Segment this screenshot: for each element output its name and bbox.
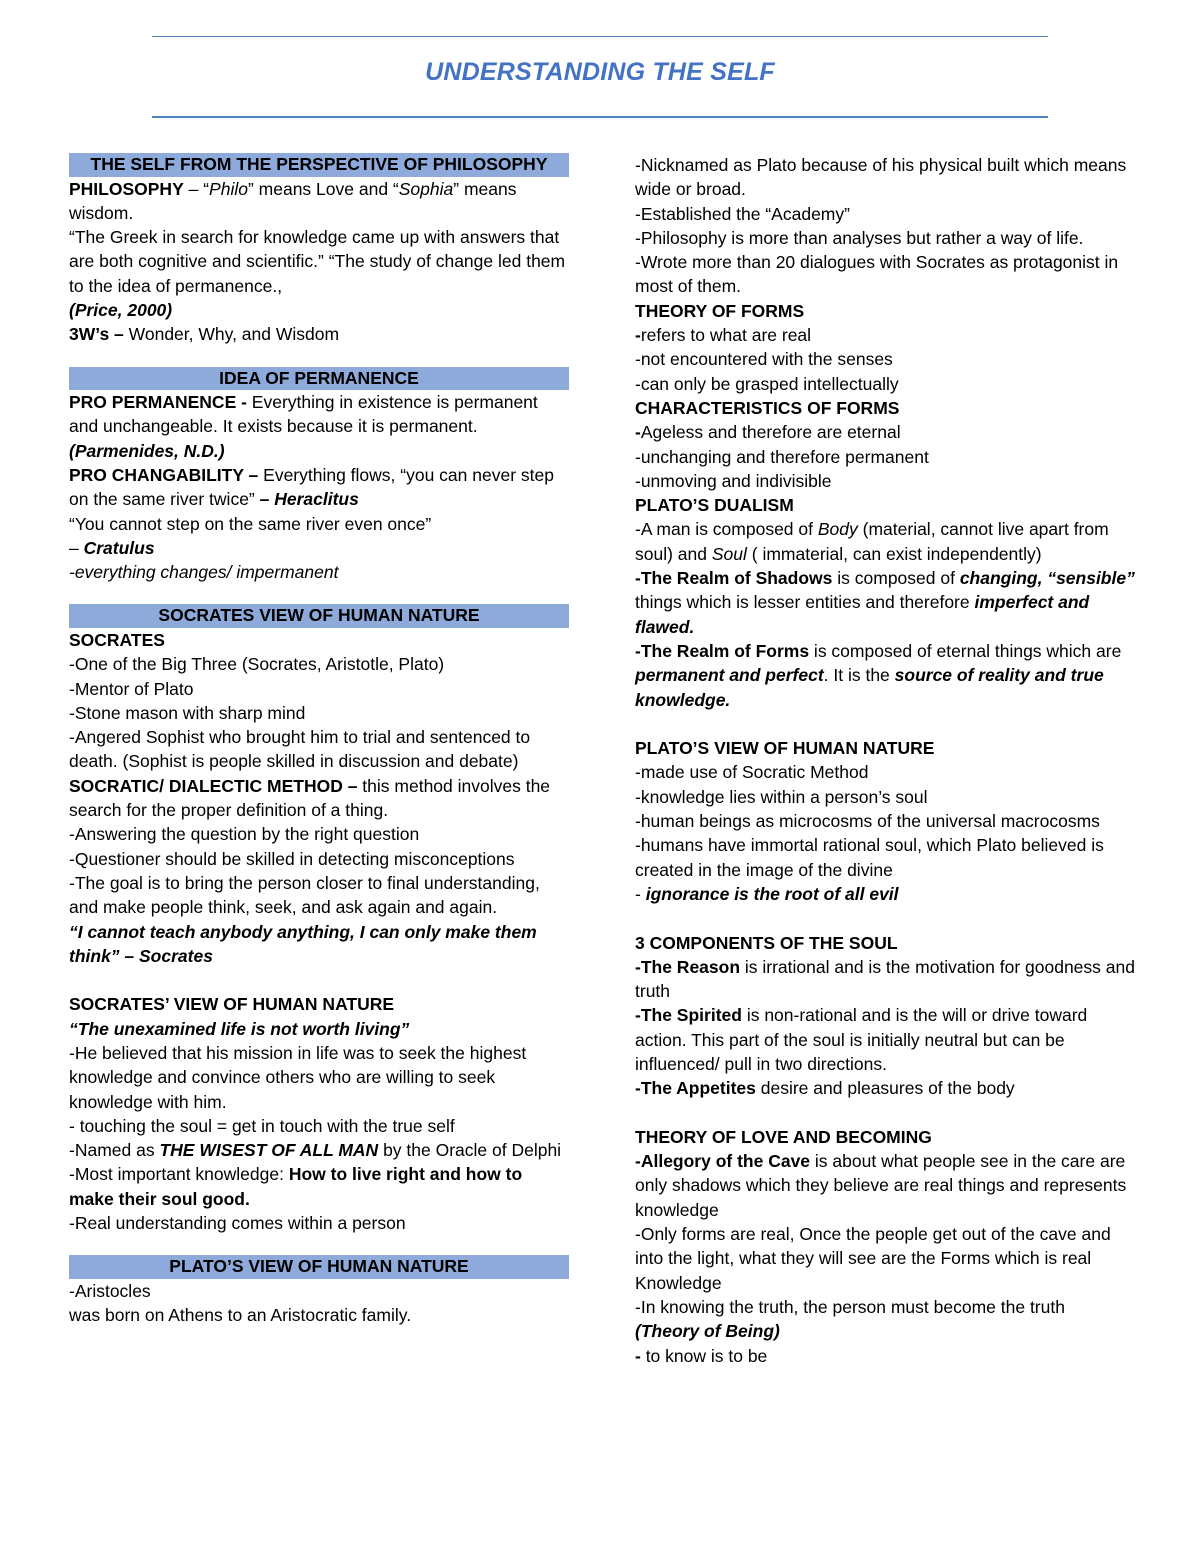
socrates-item: -Mentor of Plato	[69, 678, 194, 699]
philosophy-definition: PHILOSOPHY – “Philo” means Love and “Sophia” means wisdom.	[69, 178, 517, 223]
wisest-text: -Named as THE WISEST OF ALL MAN by the Oracle of Delphi	[69, 1140, 562, 1161]
right-column	[635, 153, 1140, 1368]
dualism-heading: PLATO’S DUALISM	[635, 495, 794, 516]
realm-of-shadows: -The Realm of Shadows is composed of changing, “sensible” things which is lesser entities and therefore imperfect and flawed.	[635, 568, 1135, 637]
method-item: -Questioner should be skilled in detecting misconceptions	[69, 848, 515, 869]
allegory-cave: -Allegory of the Cave is about what people see in the care are only shadows which they believe are real things and represents knowledge	[635, 1151, 1127, 1220]
pro-changability: PRO CHANGABILITY – Everything flows, “you can never step on the same river twice” – Heraclitus	[69, 464, 554, 510]
cratulus-cite: – Cratulus	[69, 537, 155, 558]
header-rule-bottom	[152, 116, 1048, 118]
section-heading-socrates: SOCRATES VIEW OF HUMAN NATURE	[69, 604, 569, 628]
socrates-name: SOCRATES	[69, 629, 165, 650]
forms-item: -refers to what are real	[635, 325, 812, 346]
important-knowledge: -Most important knowledge: How to live right and how to make their soul good.	[69, 1164, 523, 1209]
soul-appetites: -The Appetites desire and pleasures of the body	[635, 1078, 1015, 1099]
soul-reason: -The Reason is irrational and is the motivation for goodness and truth	[635, 956, 1135, 1002]
socrates-item: -Stone mason with sharp mind	[69, 702, 306, 723]
price-citation: (Price, 2000)	[69, 299, 173, 320]
plato-view-item: -human beings as microcosms of the universal macrocosms	[635, 811, 1100, 832]
socrates-item: -Angered Sophist who brought him to trial and sentenced to death. (Sophist is people skilled in discussion and debate)	[69, 727, 531, 772]
method-item: -The goal is to bring the person closer to final understanding, and make people think, seek, and ask again and again.	[69, 872, 540, 918]
forms-item: -not encountered with the senses	[635, 349, 893, 370]
theory-of-being: (Theory of Being)	[635, 1321, 780, 1342]
section-heading-philosophy: THE SELF FROM THE PERSPECTIVE OF PHILOSOPHY	[69, 153, 569, 177]
to-know-is-to-be: - to know is to be	[635, 1345, 768, 1366]
method-item: -Answering the question by the right question	[69, 824, 420, 845]
teach-quote: “I cannot teach anybody anything, I can only make them think” – Socrates	[69, 921, 537, 966]
love-heading: THEORY OF LOVE AND BECOMING	[635, 1126, 932, 1147]
greek-quote: “The Greek in search for knowledge came up with answers that are both cognitive and scientific.” “The study of change led them to the idea of permanence.,	[69, 227, 566, 296]
plato-item: -Established the “Academy”	[635, 203, 850, 224]
theory-of-forms-heading: THEORY OF FORMS	[635, 300, 805, 321]
pro-permanence: PRO PERMANENCE - Everything in existence is permanent and unchangeable. It exists because it is permanent. (Parmenides, N.D.)	[69, 392, 538, 461]
plato-item: -Nicknamed as Plato because of his physical built which means wide or broad.	[635, 155, 1127, 200]
forms-item: -can only be grasped intellectually	[635, 373, 899, 394]
socrates-view-heading: SOCRATES’ VIEW OF HUMAN NATURE	[69, 994, 395, 1015]
document-title: UNDERSTANDING THE SELF	[425, 58, 775, 86]
unexamined-quote: “The unexamined life is not worth living”	[69, 1018, 410, 1039]
mission-text: -He believed that his mission in life was to seek the highest knowledge and convince others who are willing to seek knowledge with him.	[69, 1043, 527, 1112]
love-item: -Only forms are real, Once the people get out of the cave and into the light, what they will see are the Forms which is real Knowledge	[635, 1224, 1111, 1293]
plato-view-item: -knowledge lies within a person’s soul	[635, 786, 928, 807]
left-column	[69, 153, 569, 1327]
plato-born: was born on Athens to an Aristocratic family.	[69, 1305, 412, 1326]
dualism-man: -A man is composed of Body (material, cannot live apart from soul) and Soul ( immaterial, can exist independently)	[635, 519, 1109, 564]
plato-item: -Wrote more than 20 dialogues with Socrates as protagonist in most of them.	[635, 252, 1119, 297]
plato-view-heading: PLATO’S VIEW OF HUMAN NATURE	[635, 738, 935, 759]
three-w: 3W’s – Wonder, Why, and Wisdom	[69, 324, 340, 345]
real-understanding: -Real understanding comes within a person	[69, 1213, 406, 1234]
ignorance-text: - ignorance is the root of all evil	[635, 883, 899, 904]
aristocles: -Aristocles	[69, 1280, 151, 1301]
realm-of-forms: -The Realm of Forms is composed of eternal things which are permanent and perfect. It is the source of reality and true knowledge.	[635, 640, 1122, 710]
section-heading-plato: PLATO’S VIEW OF HUMAN NATURE	[69, 1255, 569, 1279]
characteristics-heading: CHARACTERISTICS OF FORMS	[635, 397, 900, 418]
soul-spirited: -The Spirited is non-rational and is the will or drive toward action. This part of the soul is initially neutral but can be influenced/ pull in two directions.	[635, 1005, 1088, 1074]
soul-components-heading: 3 COMPONENTS OF THE SOUL	[635, 932, 898, 953]
socrates-item: -One of the Big Three (Socrates, Aristotle, Plato)	[69, 654, 445, 675]
characteristics-item: -Ageless and therefore are eternal	[635, 422, 901, 443]
header-rule-top	[152, 36, 1048, 37]
socratic-method: SOCRATIC/ DIALECTIC METHOD – this method involves the search for the proper definition of a thing.	[69, 775, 551, 821]
love-item: -In knowing the truth, the person must become the truth	[635, 1296, 1065, 1317]
characteristics-item: -unmoving and indivisible	[635, 470, 832, 491]
characteristics-item: -unchanging and therefore permanent	[635, 446, 929, 467]
section-heading-permanence: IDEA OF PERMANENCE	[69, 367, 569, 391]
plato-item: -Philosophy is more than analyses but rather a way of life.	[635, 227, 1084, 248]
cratulus-quote: “You cannot step on the same river even once”	[69, 513, 432, 534]
plato-view-item: -made use of Socratic Method	[635, 762, 869, 783]
touching-text: - touching the soul = get in touch with the true self	[69, 1115, 455, 1136]
plato-view-item: -humans have immortal rational soul, which Plato believed is created in the image of the divine	[635, 835, 1104, 880]
everything-changes: -everything changes/ impermanent	[69, 562, 339, 583]
